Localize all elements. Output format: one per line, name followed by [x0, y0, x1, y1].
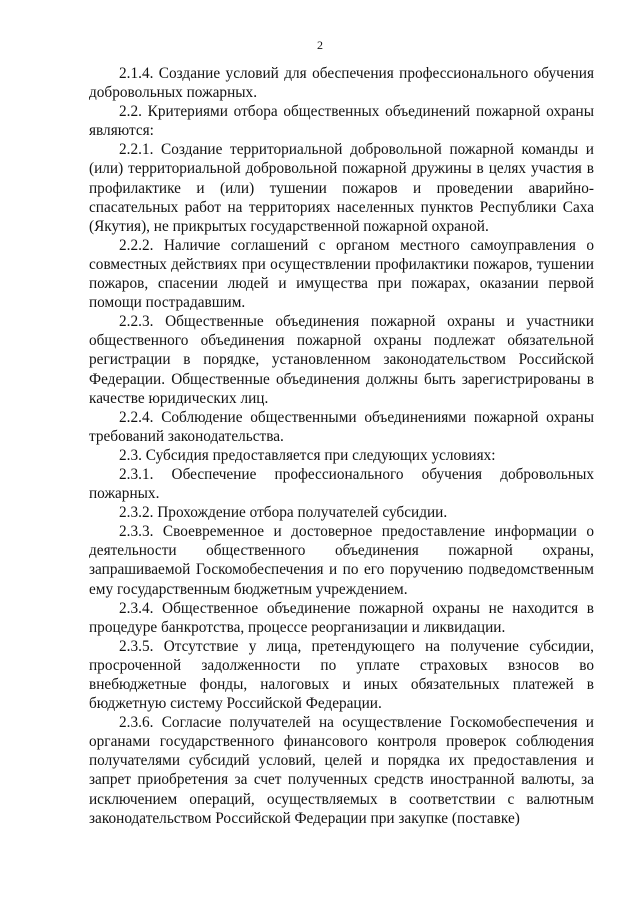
paragraph-2-3-5: 2.3.5. Отсутствие у лица, претендующего на получение субсидии, просроченной задолженности по уплате страховых взносов во внебюджетные фонды, налоговых и иных обязательных платежей в бюджетную систему Российской Федерации. — [89, 637, 594, 713]
paragraph-2-1-4: 2.1.4. Создание условий для обеспечения профессионального обучения добровольных пожарных. — [89, 65, 594, 102]
paragraph-2-2-1: 2.2.1. Создание территориальной добровольной пожарной команды и (или) территориальной добровольной пожарной дружины в целях участия в профилактике и (или) тушении пожаров и проведении аварийно-спасательных работ на территориях населенных пунктов Республики Саха (Якутия), не прикрытых государственной пожарной охраной. — [89, 141, 594, 235]
paragraph-2-2-2: 2.2.2. Наличие соглашений с органом местного самоуправления о совместных действиях при осуществлении профилактики пожаров, тушении пожаров, спасении людей и имущества при пожарах, оказании первой помощи пострадавшим. — [89, 236, 594, 312]
document-body — [89, 64, 594, 828]
paragraph-2-3-4: 2.3.4. Общественное объединение пожарной охраны не находится в процедуре банкротства, процессе реорганизации и ликвидации. — [89, 599, 594, 636]
paragraph-2-2-3: 2.2.3. Общественные объединения пожарной охраны и участники общественного объединения пожарной охраны подлежат обязательной регистрации в порядке, установленном законодательством Российской Федерации. Общественные объединения должны быть зарегистрированы в качестве юридических лиц. — [89, 313, 594, 407]
paragraph-2-3-6: 2.3.6. Согласие получателей на осуществление Госкомобеспечения и органами государственного финансового контроля проверок соблюдения получателями субсидий условий, целей и порядка их предоставления и запрет приобретения за счет полученных средств иностранной валюты, за исключением операций, осуществляемых в соответствии с валютным законодательством Российской Федерации при закупке (поставке) — [89, 714, 594, 827]
page-number: 2 — [317, 38, 323, 52]
paragraph-2-2: 2.2. Критериями отбора общественных объединений пожарной охраны являются: — [89, 103, 594, 140]
paragraph-2-3: 2.3. Субсидия предоставляется при следующих условиях: — [119, 446, 496, 464]
paragraph-2-3-1: 2.3.1. Обеспечение профессионального обучения добровольных пожарных. — [89, 465, 594, 503]
paragraph-2-3-3: 2.3.3. Своевременное и достоверное предоставление информации о деятельности общественного объединения пожарной охраны, запрашиваемой Госкомобеспечения и по его поручению подведомственным ему государственным бюджетным учреждением. — [89, 523, 594, 598]
paragraph-2-3-2: 2.3.2. Прохождение отбора получателей субсидии. — [119, 504, 448, 522]
paragraph-2-2-4: 2.2.4. Соблюдение общественными объединениями пожарной охраны требований законодательства. — [89, 408, 594, 445]
